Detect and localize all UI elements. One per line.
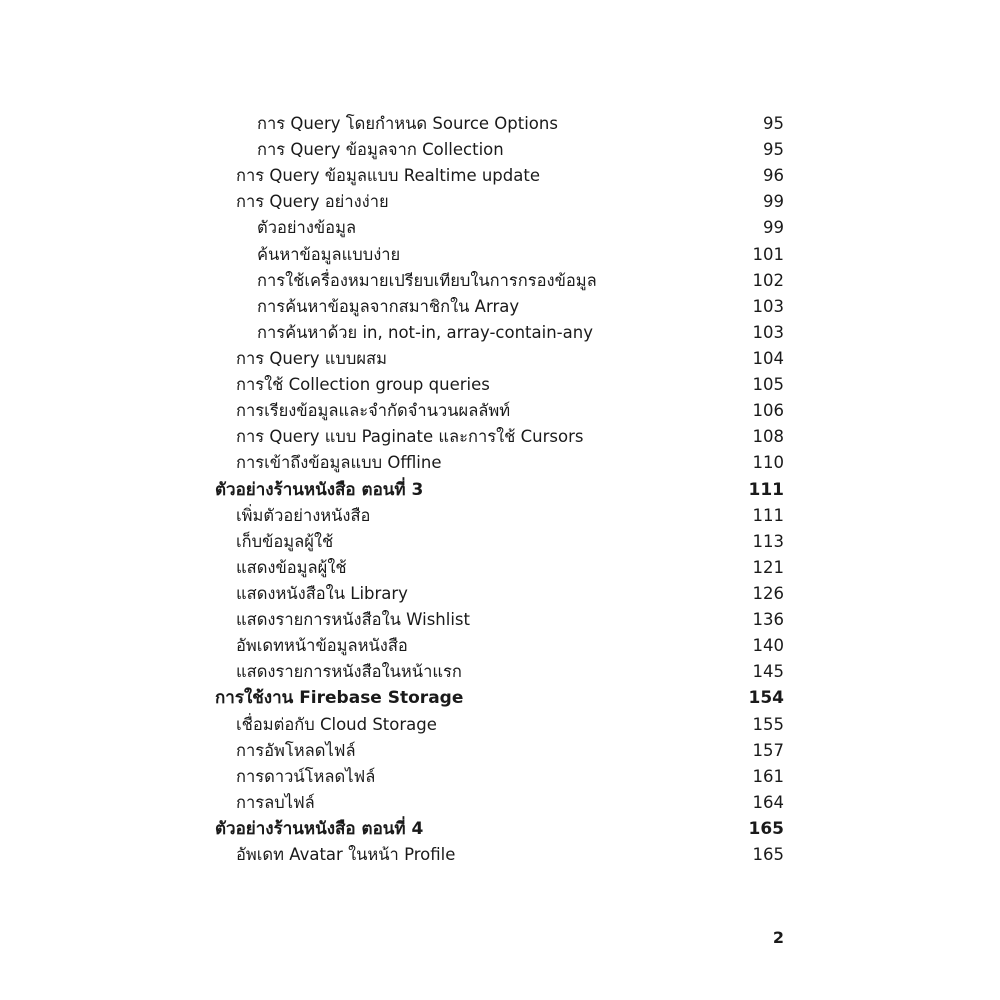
toc-entry [0,842,1000,868]
toc-entry-page: 111 [748,479,784,500]
toc-entry-page: 99 [763,192,784,212]
toc-entry-title: อัพเดทหน้าข้อมูลหนังสือ [236,636,408,656]
toc-entry-page: 136 [752,610,784,630]
toc-chapter [0,816,1000,842]
toc-entry [0,111,1000,137]
toc-entry-title: การเข้าถึงข้อมูลแบบ Offline [236,453,442,473]
toc-entry-page: 108 [752,427,784,447]
toc-entry-title: การ Query โดยกำหนด Source Options [257,114,558,133]
toc-chapter [0,477,1000,503]
toc-entry-title: การ Query อย่างง่าย [236,192,389,212]
toc-entry-title: เพิ่มตัวอย่างหนังสือ [236,505,371,525]
toc-entry-page: 95 [763,140,784,160]
toc-entry [0,189,1000,215]
toc-entry-title: แสดงหนังสือใน Library [236,583,408,603]
toc-entry-page: 95 [763,114,784,133]
toc-entry-page: 96 [763,166,784,186]
toc-entry [0,659,1000,685]
toc-entry-page: 165 [752,845,784,865]
toc-entry-page: 110 [752,453,784,473]
toc-chapter [0,685,1000,711]
toc-entry [0,712,1000,738]
toc-entry-title: การใช้งาน Firebase Storage [215,688,464,709]
toc-entry-page: 106 [752,401,784,421]
toc-entry-title: แสดงรายการหนังสือในหน้าแรก [236,662,462,682]
toc-entry [0,503,1000,529]
toc-entry-title: ค้นหาข้อมูลแบบง่าย [257,244,401,264]
toc-entry [0,529,1000,555]
toc-entry-page: 101 [752,244,784,264]
table-of-contents [0,111,1000,868]
toc-entry-title: การ Query ข้อมูลแบบ Realtime update [236,166,540,186]
toc-entry-page: 103 [752,296,784,316]
toc-entry [0,398,1000,424]
toc-entry-page: 103 [752,322,784,342]
toc-entry-page: 165 [748,818,784,839]
toc-entry-page: 121 [752,557,784,577]
toc-entry [0,137,1000,163]
toc-entry-title: การอัพโหลดไฟล์ [236,740,356,760]
toc-entry [0,555,1000,581]
toc-entry-page: 99 [763,218,784,238]
toc-entry-title: ตัวอย่างข้อมูล [257,218,357,238]
toc-entry-title: การค้นหาข้อมูลจากสมาชิกใน Array [257,296,520,316]
toc-entry-page: 155 [752,714,784,734]
toc-entry [0,450,1000,476]
toc-entry-title: การใช้ Collection group queries [236,375,490,395]
toc-entry-page: 157 [752,740,784,760]
toc-entry-title: อัพเดท Avatar ในหน้า Profile [236,845,456,865]
toc-entry [0,320,1000,346]
toc-entry-page: 102 [752,270,784,290]
toc-entry-title: ตัวอย่างร้านหนังสือ ตอนที่ 3 [215,479,424,500]
toc-entry-page: 140 [752,636,784,656]
toc-entry-page: 154 [748,688,784,709]
toc-entry [0,764,1000,790]
toc-entry-page: 164 [752,792,784,812]
toc-entry-page: 104 [752,348,784,368]
toc-entry-title: ตัวอย่างร้านหนังสือ ตอนที่ 4 [215,818,424,839]
toc-entry [0,633,1000,659]
toc-entry-title: การ Query แบบผสม [236,348,387,368]
toc-entry-title: เก็บข้อมูลผู้ใช้ [236,531,334,551]
toc-entry [0,215,1000,241]
toc-entry-page: 113 [752,531,784,551]
toc-entry-page: 161 [752,766,784,786]
toc-entry [0,424,1000,450]
toc-entry-title: การ Query แบบ Paginate และการใช้ Cursors [236,427,584,447]
toc-entry [0,346,1000,372]
toc-entry [0,607,1000,633]
toc-entry [0,581,1000,607]
toc-entry-page: 126 [752,583,784,603]
toc-entry-title: การลบไฟล์ [236,792,315,812]
toc-entry-title: แสดงรายการหนังสือใน Wishlist [236,610,470,630]
toc-entry [0,163,1000,189]
toc-entry [0,294,1000,320]
toc-entry-title: การใช้เครื่องหมายเปรียบเทียบในการกรองข้อมูล [257,270,597,290]
toc-entry [0,738,1000,764]
toc-entry-page: 111 [752,505,784,525]
toc-entry-title: การ Query ข้อมูลจาก Collection [257,140,504,160]
toc-entry [0,790,1000,816]
toc-entry-title: แสดงข้อมูลผู้ใช้ [236,557,347,577]
toc-entry-title: การค้นหาด้วย in, not-in, array-contain-any [257,322,593,342]
toc-entry [0,242,1000,268]
toc-entry [0,372,1000,398]
toc-entry-page: 145 [752,662,784,682]
page-number: 2 [772,928,784,947]
toc-entry-title: เชื่อมต่อกับ Cloud Storage [236,714,437,734]
toc-entry-page: 105 [752,375,784,395]
toc-entry-title: การดาวน์โหลดไฟล์ [236,766,376,786]
toc-entry-title: การเรียงข้อมูลและจำกัดจำนวนผลลัพท์ [236,401,511,421]
toc-entry [0,268,1000,294]
